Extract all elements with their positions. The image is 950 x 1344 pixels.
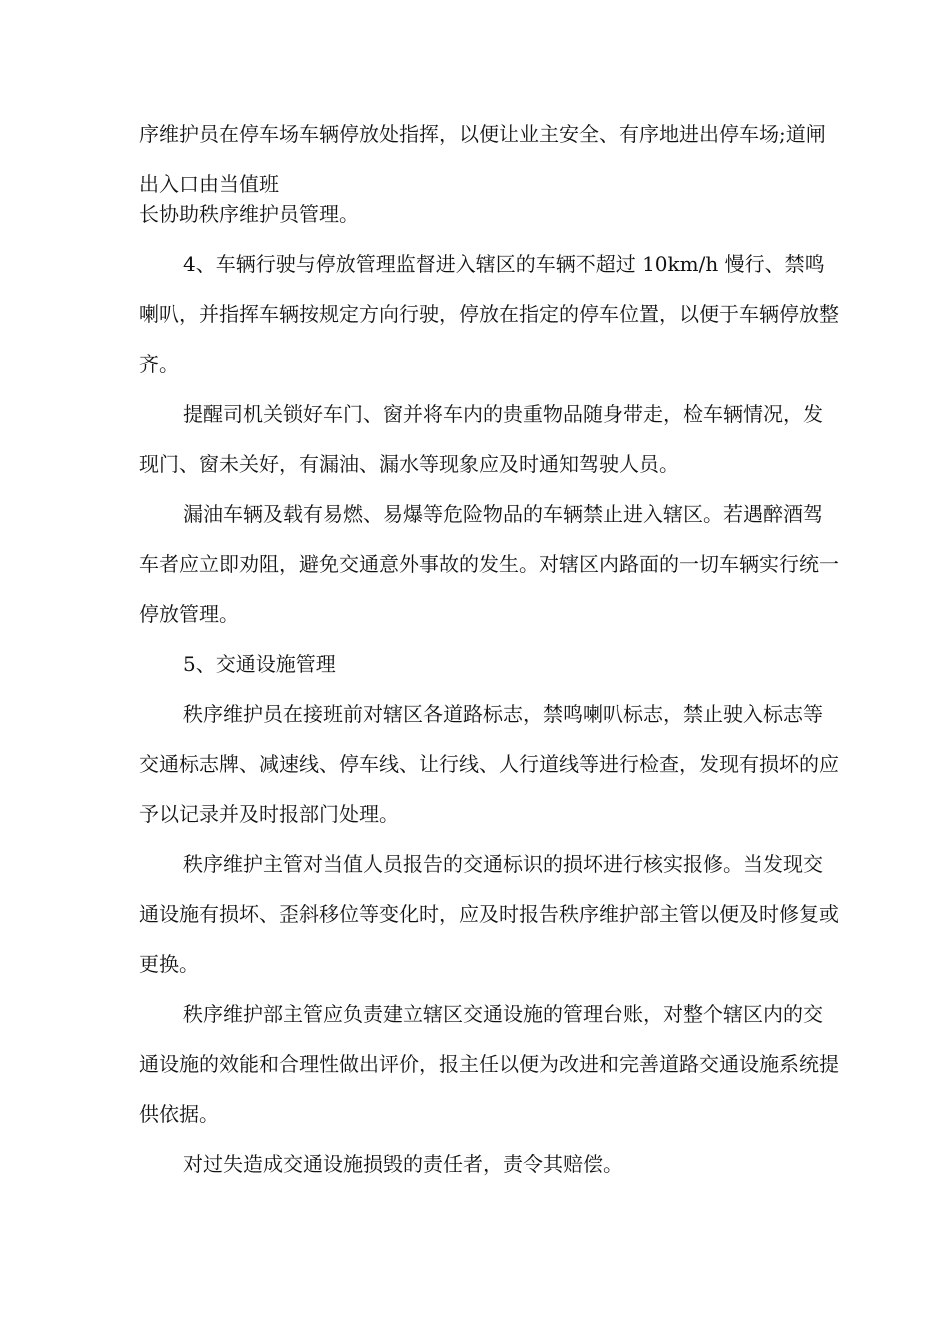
paragraph-gate-assist: 长协助秩序维护员管理。	[139, 202, 359, 226]
paragraph-vehicle-driving: 4、车辆行驶与停放管理监督进入辖区的车辆不超过 10km/h 慢行、禁鸣喇叭，并指挥车辆按规定方向行驶，停放在指定的停车位置，以便于车辆停放整齐。	[139, 252, 839, 376]
section-heading-traffic-facilities: 5、交通设施管理	[183, 652, 336, 676]
paragraph-sign-inspection: 秩序维护员在接班前对辖区各道路标志，禁鸣喇叭标志，禁止驶入标志等交通标志牌、减速线、停车线、让行线、人行道线等进行检查，发现有损坏的应予以记录并及时报部门处理。	[139, 702, 839, 826]
paragraph-parking-guidance: 序维护员在停车场车辆停放处指挥，以便让业主安全、有序地进出停车场;道闸出入口由当值班	[139, 122, 826, 196]
paragraph-hazard-vehicles: 漏油车辆及载有易燃、易爆等危险物品的车辆禁止进入辖区。若遇醉酒驾车者应立即劝阻，避免交通意外事故的发生。对辖区内路面的一切车辆实行统一停放管理。	[139, 502, 839, 626]
paragraph-damage-report: 秩序维护主管对当值人员报告的交通标识的损坏进行核实报修。当发现交通设施有损坏、歪斜移位等变化时，应及时报告秩序维护部主管以便及时修复或更换。	[139, 852, 839, 976]
paragraph-compensation: 对过失造成交通设施损毁的责任者，责令其赔偿。	[183, 1152, 623, 1176]
paragraph-facility-ledger: 秩序维护部主管应负责建立辖区交通设施的管理台账，对整个辖区内的交通设施的效能和合理性做出评价，报主任以便为改进和完善道路交通设施系统提供依据。	[139, 1002, 839, 1126]
paragraph-driver-reminder: 提醒司机关锁好车门、窗并将车内的贵重物品随身带走，检车辆情况，发现门、窗未关好，有漏油、漏水等现象应及时通知驾驶人员。	[139, 402, 823, 476]
